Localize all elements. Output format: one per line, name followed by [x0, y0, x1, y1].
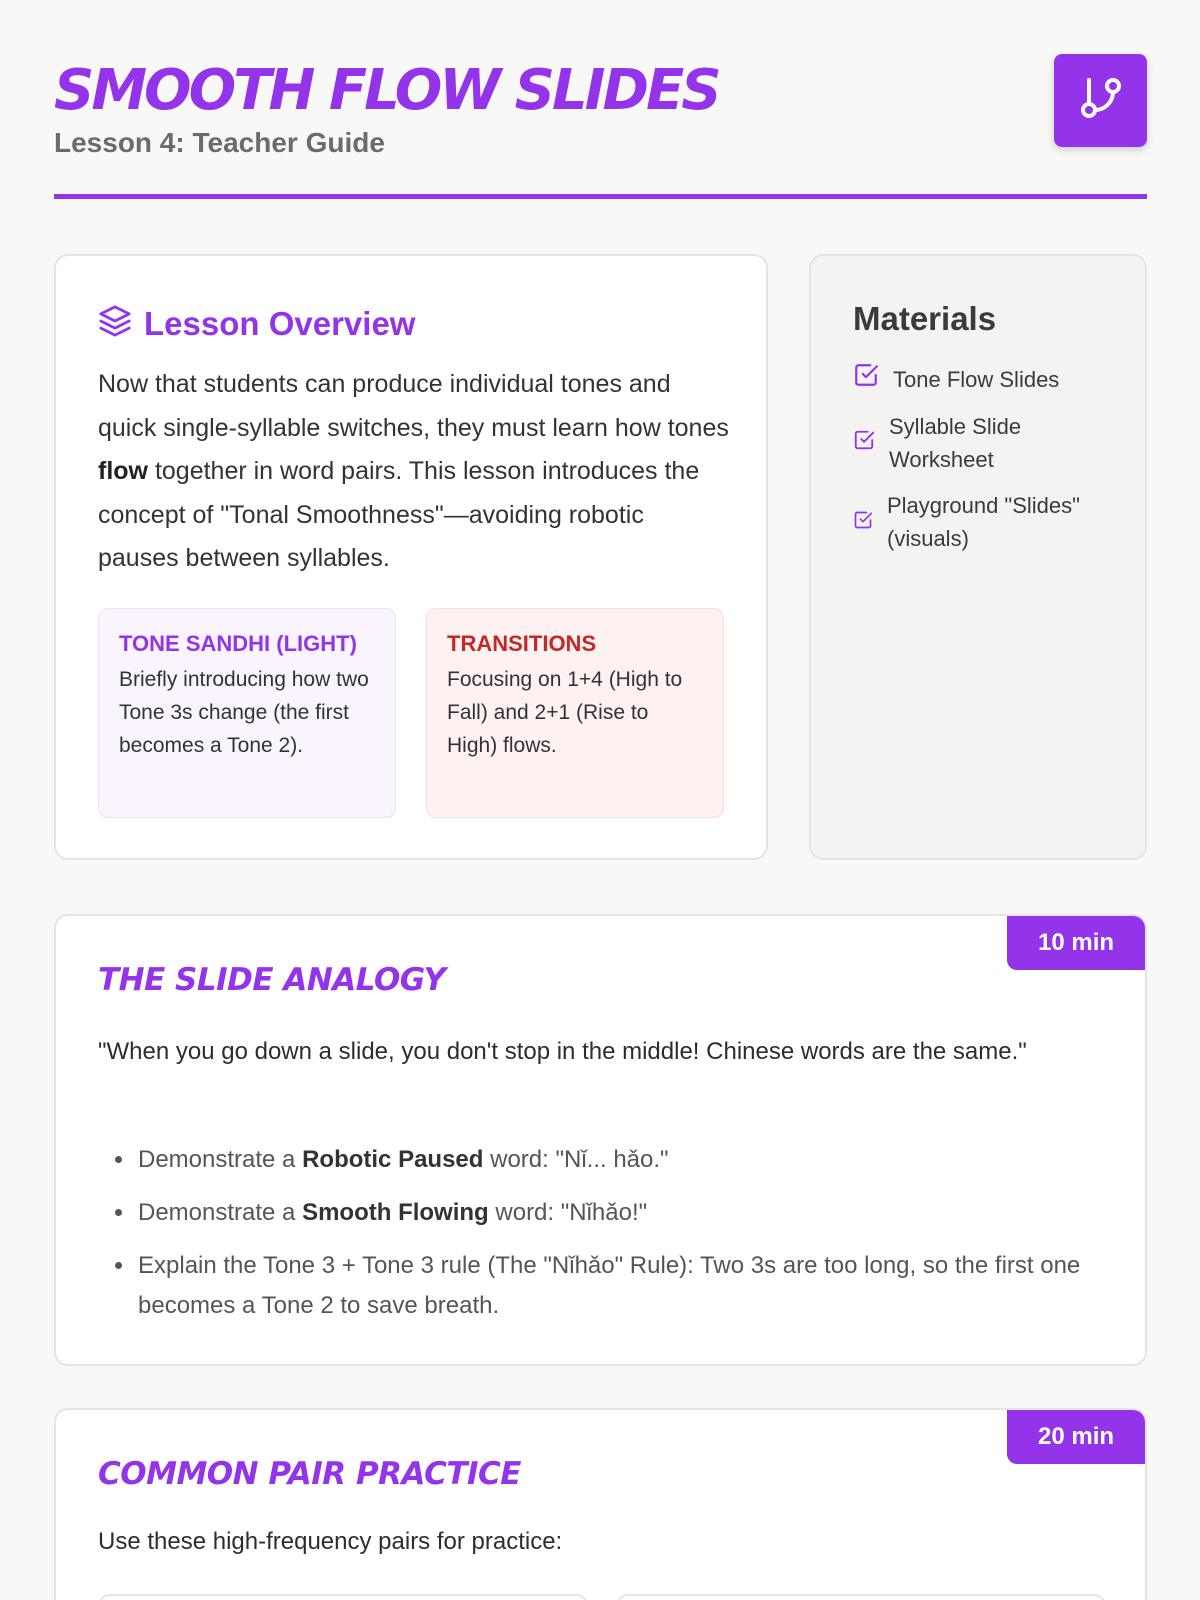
section-slide-analogy: [54, 914, 1147, 1366]
git-branch-icon: [1077, 74, 1125, 127]
callout-tone-sandhi: [98, 608, 396, 818]
pair-card: [98, 1594, 588, 1600]
time-badge: 10 min: [1007, 916, 1145, 970]
bullet-text: Demonstrate a: [138, 1146, 303, 1173]
section-intro: Use these high-frequency pairs for practice:: [98, 1528, 563, 1555]
overview-heading: Lesson Overview: [144, 304, 416, 342]
list-item: [136, 1246, 1106, 1326]
materials-list: [853, 362, 1113, 568]
material-label: Syllable Slide Worksheet: [889, 414, 1022, 472]
list-item: [136, 1140, 1106, 1180]
section-title: COMMON PAIR PRACTICE: [98, 1456, 521, 1492]
list-item: [136, 1193, 1106, 1233]
page-subtitle: Lesson 4: Teacher Guide: [54, 127, 385, 158]
bullet-bold: Smooth Flowing: [302, 1199, 489, 1226]
bullet-text: word: "Nǐhǎo!": [488, 1199, 648, 1226]
checkbox-icon: [853, 362, 879, 397]
layers-icon: [98, 304, 132, 343]
overview-heading-row: [98, 304, 415, 343]
checkbox-icon: [853, 506, 873, 539]
materials-heading: Materials: [853, 300, 997, 337]
list-item: [853, 489, 1113, 555]
overview-text-part: together in word pairs. This lesson introduces the concept of "Tonal Smoothness"—avoiding robotic pauses between syllables.: [98, 457, 700, 572]
section-title: THE SLIDE ANALOGY: [98, 962, 446, 998]
page-title: SMOOTH FLOW SLIDES: [54, 58, 719, 123]
materials-card: [809, 254, 1147, 860]
callout-transitions: [426, 608, 724, 818]
header-divider: [54, 194, 1147, 199]
material-label: Playground "Slides" (visuals): [887, 493, 1080, 551]
overview-paragraph: [98, 363, 730, 581]
callout-text: Focusing on 1+4 (High to Fall) and 2+1 (Rise to High) flows.: [447, 668, 683, 757]
time-badge: 20 min: [1007, 1410, 1145, 1464]
list-item: [853, 362, 1113, 397]
bullet-text: Demonstrate a: [138, 1199, 303, 1226]
lesson-overview-card: [54, 254, 768, 860]
callout-text: Briefly introducing how two Tone 3s change (the first becomes a Tone 2).: [119, 668, 369, 757]
material-label: Tone Flow Slides: [893, 367, 1060, 392]
page-header: [54, 0, 1147, 200]
checkbox-icon: [853, 427, 875, 460]
list-item: [853, 410, 1113, 476]
bullet-bold: Robotic Paused: [302, 1146, 484, 1173]
overview-text-bold: flow: [98, 457, 148, 485]
bullet-list: [136, 1140, 1106, 1339]
logo-button[interactable]: [1054, 54, 1147, 147]
callout-title: TONE SANDHI (LIGHT): [119, 631, 357, 656]
callout-title: TRANSITIONS: [447, 631, 597, 656]
overview-text-part: Now that students can produce individual tones and quick single-syllable switches, they must learn how tones: [98, 370, 729, 442]
pair-card: [616, 1594, 1106, 1600]
section-quote: "When you go down a slide, you don't stop in the middle! Chinese words are the same.": [98, 1038, 1027, 1065]
bullet-text: Explain the Tone 3 + Tone 3 rule (The "Nǐhǎo" Rule): Two 3s are too long, so the first one becomes a Tone 2 to save breath.: [138, 1252, 1081, 1319]
page: [54, 0, 1147, 1555]
bullet-text: word: "Nǐ... hǎo.": [483, 1146, 669, 1173]
section-common-pair-practice: [54, 1408, 1147, 1600]
